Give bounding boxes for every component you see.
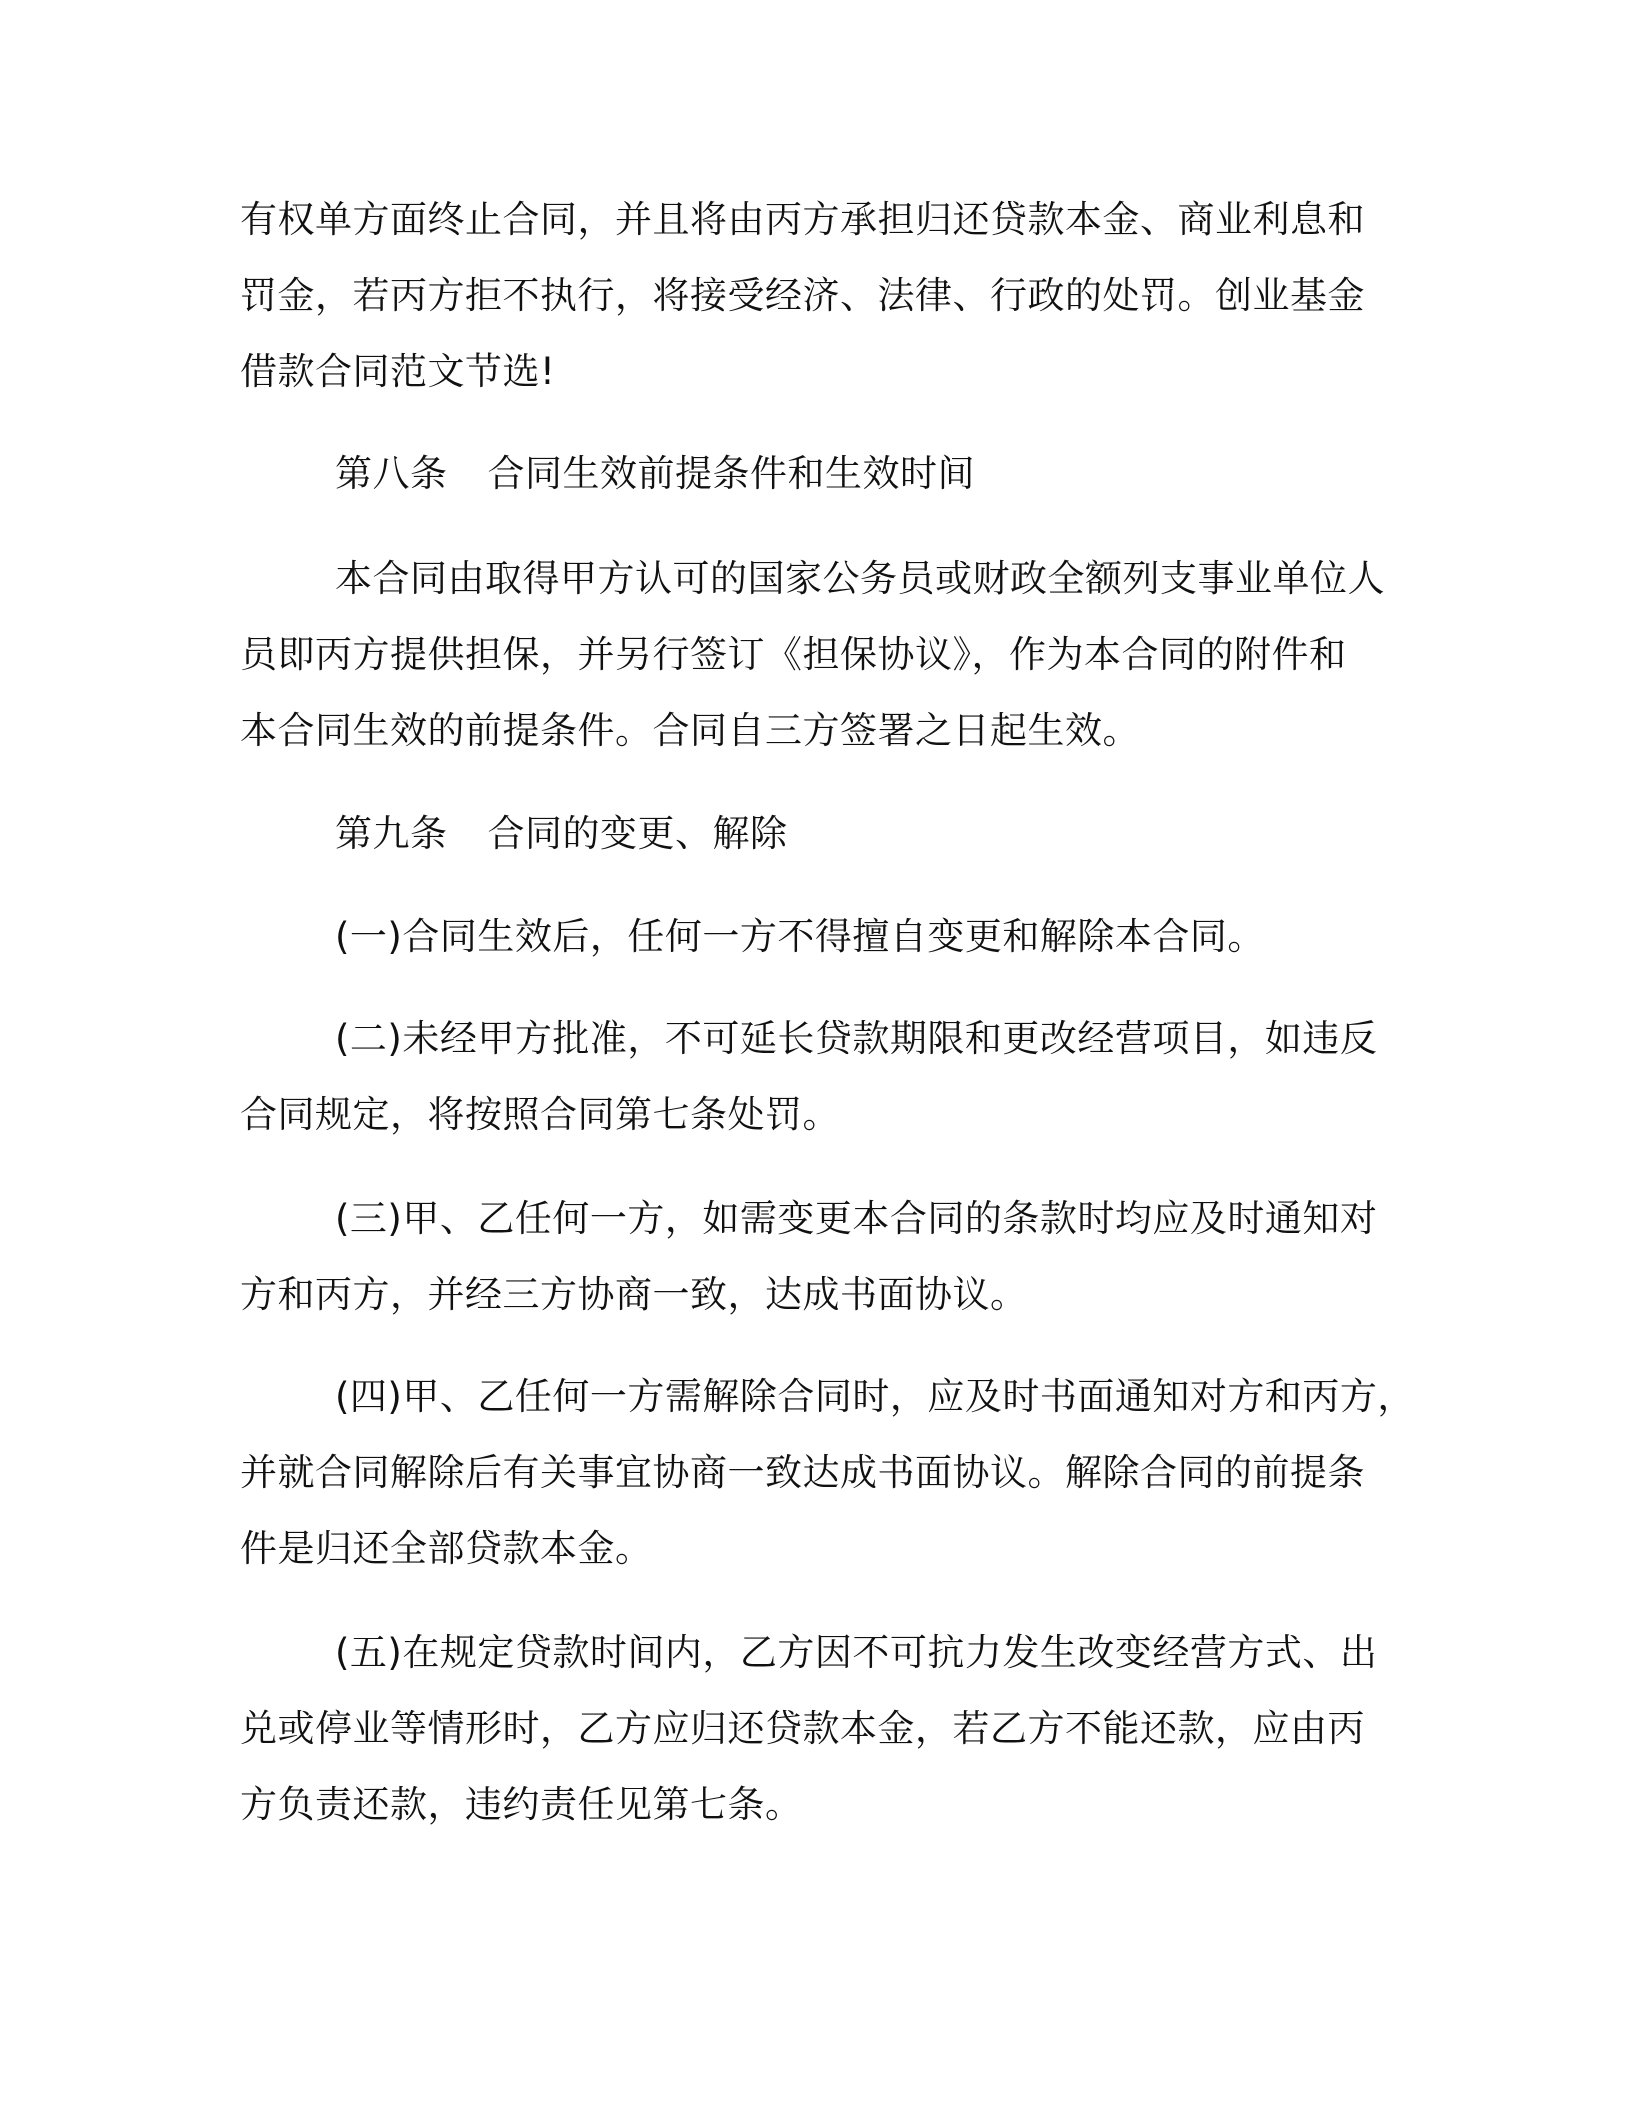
paragraph-line: 合同规定，将按照合同第七条处罚。 (240, 1093, 840, 1136)
paragraph-line: (五)在规定贷款时间内，乙方因不可抗力发生改变经营方式、出 (335, 1631, 1378, 1674)
article-number: 第八条 (335, 452, 448, 495)
paragraph-line: 借款合同范文节选! (240, 350, 556, 393)
paragraph-line: 本合同由取得甲方认可的国家公务员或财政全额列支事业单位人 (335, 557, 1385, 600)
article-title: 合同生效前提条件和生效时间 (487, 452, 975, 495)
paragraph-line: (三)甲、乙任何一方，如需变更本合同的条款时均应及时通知对 (335, 1197, 1378, 1240)
paragraph-line: 件是归还全部贷款本金。 (240, 1527, 653, 1570)
article-title: 合同的变更、解除 (487, 812, 788, 855)
paragraph-line: (一)合同生效后，任何一方不得擅自变更和解除本合同。 (335, 915, 1265, 958)
paragraph-line: 有权单方面终止合同，并且将由丙方承担归还贷款本金、商业利息和 (240, 198, 1365, 241)
paragraph-line: 罚金，若丙方拒不执行，将接受经济、法律、行政的处罚。创业基金 (240, 274, 1365, 317)
paragraph-line: 方负责还款，违约责任见第七条。 (240, 1783, 803, 1826)
paragraph-line: 本合同生效的前提条件。合同自三方签署之日起生效。 (240, 709, 1140, 752)
paragraph-line: 兑或停业等情形时，乙方应归还贷款本金，若乙方不能还款，应由丙 (240, 1707, 1365, 1750)
paragraph-line: 并就合同解除后有关事宜协商一致达成书面协议。解除合同的前提条 (240, 1451, 1365, 1494)
article-number: 第九条 (335, 812, 448, 855)
article-8-heading (335, 450, 975, 498)
paragraph-line: 方和丙方，并经三方协商一致，达成书面协议。 (240, 1273, 1028, 1316)
paragraph-line: (二)未经甲方批准，不可延长贷款期限和更改经营项目，如违反 (335, 1017, 1378, 1060)
paragraph-line: (四)甲、乙任何一方需解除合同时，应及时书面通知对方和丙方， (335, 1375, 1415, 1418)
paragraph-line: 员即丙方提供担保，并另行签订《担保协议》，作为本合同的附件和 (240, 633, 1347, 676)
article-9-heading (335, 810, 788, 858)
